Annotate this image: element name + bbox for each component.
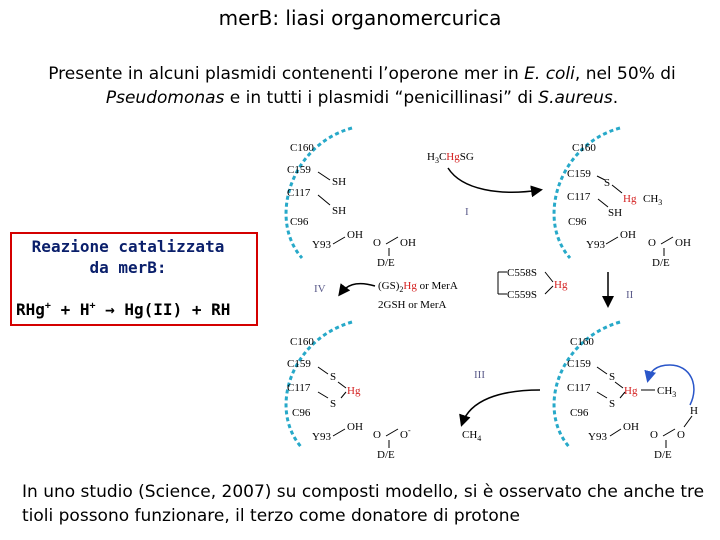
residue-c117: C117 bbox=[567, 191, 591, 203]
eq-products: → Hg(II) + RH bbox=[95, 300, 231, 319]
thiol-sh: SH bbox=[332, 205, 347, 217]
residue-c96: C96 bbox=[568, 216, 587, 228]
hydroxyl-oh: OH bbox=[620, 229, 636, 241]
residue-c160: C160 bbox=[290, 336, 314, 348]
oxygen-o-minus: O- bbox=[400, 426, 411, 441]
mercury-hg: Hg bbox=[624, 385, 638, 397]
oxygen-o: O bbox=[677, 429, 685, 441]
methyl-ch3: $CH_3$ bbox=[657, 385, 677, 399]
reaction-box-title: Reazione catalizzata da merB: bbox=[31, 237, 225, 277]
sulfur-s: S bbox=[330, 398, 337, 410]
hydroxyl-oh: OH bbox=[623, 421, 639, 433]
footer-text: In uno studio (Science, 2007) su composti modello, si è osservato che anche tre tioli possono funzionare, il terzo come donatore di protone bbox=[22, 482, 705, 526]
oxygen-o: O bbox=[373, 237, 381, 249]
residue-c160: C160 bbox=[570, 336, 594, 348]
residue-y93: Y93 bbox=[312, 239, 331, 251]
reagent-gs2hg: $(GS)_2Hg$ or MerA bbox=[378, 280, 458, 294]
residue-c96: C96 bbox=[290, 216, 309, 228]
product-ch4: $CH_4$ bbox=[462, 429, 482, 443]
panel-top-left bbox=[286, 128, 416, 269]
reagent-2gsh: 2GSH or MerA bbox=[378, 299, 447, 311]
thiol-sh: SH bbox=[608, 207, 623, 219]
intro-line2-italic2: S.aureus bbox=[538, 88, 613, 108]
residue-y93: Y93 bbox=[588, 431, 607, 443]
sulfur-s: S bbox=[609, 371, 616, 383]
residue-c159: C159 bbox=[287, 164, 311, 176]
oxygen-o: O bbox=[648, 237, 656, 249]
reaction-box bbox=[10, 232, 258, 326]
sulfur-s: S bbox=[330, 371, 337, 383]
hydroxyl-oh: OH bbox=[347, 421, 363, 433]
panel-bottom-right bbox=[554, 322, 698, 461]
residue-de: D/E bbox=[654, 449, 672, 461]
eq-rhg: RHg bbox=[16, 300, 45, 319]
residue-c159: C159 bbox=[567, 168, 591, 180]
step-iii-arrow bbox=[462, 390, 540, 424]
residue-de: D/E bbox=[377, 449, 395, 461]
mercury-hg: Hg bbox=[554, 279, 568, 291]
step-label-i: I bbox=[465, 206, 469, 218]
mutant-c558s: C558S bbox=[507, 267, 537, 279]
eq-sup-plus: + bbox=[44, 300, 51, 312]
residue-c159: C159 bbox=[567, 358, 591, 370]
hydroxyl-oh: OH bbox=[675, 237, 691, 249]
residue-c96: C96 bbox=[570, 407, 589, 419]
step-label-ii: II bbox=[626, 289, 634, 301]
methyl-ch3: $CH_3$ bbox=[643, 193, 663, 207]
step-i-arrow bbox=[448, 168, 540, 192]
residue-de: D/E bbox=[377, 257, 395, 269]
panel-top-right bbox=[554, 128, 691, 269]
oxygen-o: O bbox=[373, 429, 381, 441]
panel-bottom-left bbox=[286, 322, 411, 461]
residue-c160: C160 bbox=[572, 142, 596, 154]
mutant-c559s: C559S bbox=[507, 289, 537, 301]
residue-c117: C117 bbox=[567, 382, 591, 394]
residue-de: D/E bbox=[652, 257, 670, 269]
hydroxyl-oh: OH bbox=[400, 237, 416, 249]
eq-h: + H bbox=[50, 300, 90, 319]
intro-line2-a: e in tutti i plasmidi “penicillinasi” di bbox=[224, 88, 539, 108]
intro-line1-italic: E. coli bbox=[524, 64, 575, 84]
intro-line1-b: , nel 50% di bbox=[574, 64, 676, 84]
hydroxyl-oh: OH bbox=[347, 229, 363, 241]
step-label-iii: III bbox=[474, 369, 485, 381]
thiol-sh: SH bbox=[332, 176, 347, 188]
residue-c159: C159 bbox=[287, 358, 311, 370]
sulfur-s: S bbox=[604, 177, 611, 189]
reagent-h3chgsg: $H_3CHgSG$ bbox=[427, 151, 474, 165]
reaction-equation bbox=[16, 300, 230, 319]
oxygen-o: O bbox=[650, 429, 658, 441]
residue-c96: C96 bbox=[292, 407, 311, 419]
center-exchange bbox=[314, 267, 568, 311]
step-iv-arrow bbox=[340, 284, 375, 294]
sulfur-s: S bbox=[609, 398, 616, 410]
mercury-hg: Hg bbox=[347, 385, 361, 397]
proton-h: H bbox=[690, 405, 698, 417]
residue-c117: C117 bbox=[287, 382, 311, 394]
mercury-hg: Hg bbox=[623, 193, 637, 205]
residue-c160: C160 bbox=[290, 142, 314, 154]
slide-title: merB: liasi organomercurica bbox=[218, 6, 502, 30]
residue-y93: Y93 bbox=[586, 239, 605, 251]
eq-sup-plus: + bbox=[89, 300, 96, 312]
step-label-iv: IV bbox=[314, 283, 326, 295]
intro-line2-b: . bbox=[612, 88, 619, 108]
residue-c117: C117 bbox=[287, 187, 311, 199]
intro-line2-italic: Pseudomonas bbox=[105, 88, 225, 108]
residue-y93: Y93 bbox=[312, 431, 331, 443]
intro-line1-a: Presente in alcuni plasmidi contenenti l’operone mer in bbox=[48, 64, 525, 84]
